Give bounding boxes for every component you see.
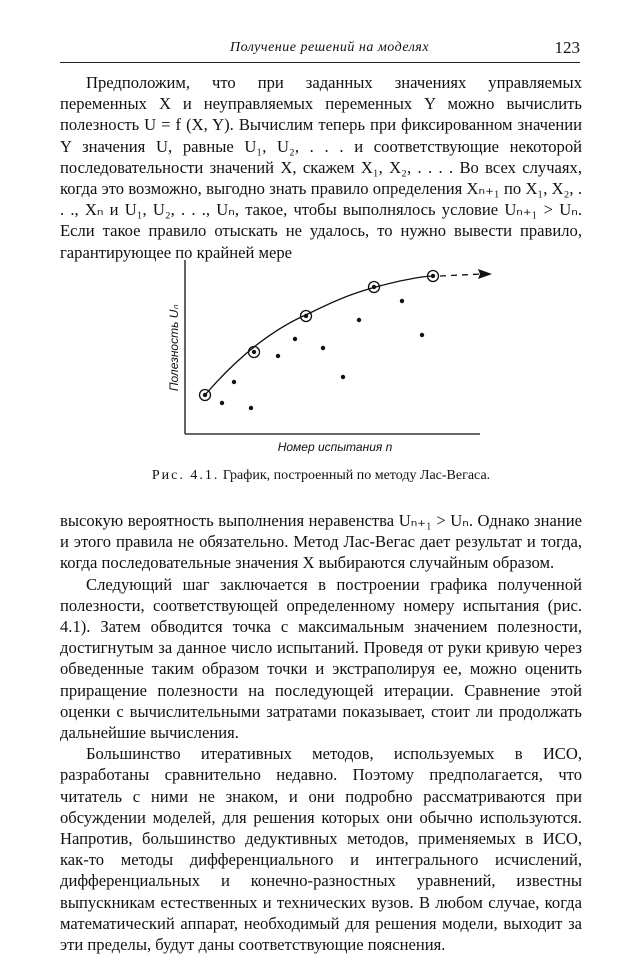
data-point [357,318,361,322]
caption-text: График, построенный по методу Лас-Вегаса. [222,468,491,483]
x-axis-label: Номер испытания n [277,440,393,454]
data-point [321,346,325,350]
arrow-head-icon [478,269,492,279]
paragraph-3: Следующий шаг заключается в построении графика полученной полезности, соответствующей определенному номеру испытания (рис. 4.1). Затем обводится точка с максимальным значением полезности, достигнутым за данное число испытаний. Проведя от руки кривую через обведенные таким образом точки и экстраполируя ее, можно оценить приращение полезности на последующей итерации. Сравнение этой оценки с вычислительными затратами показывает, стоит ли продолжать дальнейшие вычисления. [60,574,582,743]
running-title: Получение решений на моделях [230,40,430,55]
paragraph-4: Большинство итеративных методов, используемых в ИСО, разработаны сравнительно недавно. Поэтому предполагается, что читатель с ними не знаком, и они подробно рассматриваются при обсуждении моделей, для решения которых они обычно используются. Напротив, большинство дедуктивных методов, применяемых в ИСО, как-то методы дифференциального и интегрального исчислений, дифференциальных и конечно-разностных уравнений, известны выпускникам естественных и технических вузов. В любом случае, когда математический аппарат, необходимый для решения модели, выходит за эти пределы, будут даны соответствующие пояснения. [60,744,582,955]
data-point [249,406,253,410]
fitted-curve [205,276,435,395]
data-point [400,299,404,303]
figure-caption [60,468,582,484]
y-axis-label: Полезность Uₙ [167,304,181,392]
data-point [372,285,376,289]
data-point [431,274,435,278]
las-vegas-plot [160,250,520,460]
page-number: 123 [554,38,580,57]
data-point [203,393,207,397]
page-header [60,36,580,63]
paragraph-1-block [60,72,582,263]
figure-4-1 [160,250,520,460]
data-point [341,375,345,379]
data-point [420,333,424,337]
paragraph-2: высокую вероятность выполнения неравенства Uₙ₊₁ > Uₙ. Однако знание и этого правила не обязательно. Метод Лас-Вегас дает результат и тогда, когда последовательные значения X выбираются случайным образом. [60,511,582,573]
data-point [220,401,224,405]
paragraph-1: Предположим, что при заданных значениях управляемых переменных X и неуправляемых переменных Y можно вычислить полезность U = f (X, Y). Вычислим теперь при фиксированном значении Y значения U, равные U₁, U₂, . . . и соответствующие некоторой последовательности значений X, скажем X₁, X₂, . . . . Во всех случаях, когда это возможно, выгодно знать правило определения Xₙ₊₁ по X₁, X₂, . . ., Xₙ и U₁, U₂, . . ., Uₙ, такое, чтобы выполнялось условие Uₙ₊₁ > Uₙ. Если такое правило отыскать не удалось, то нужно вывести правило, гарантирующее по крайней мере [60,73,582,262]
extrapolation-dashes [440,274,482,276]
caption-label: Рис. 4.1. [151,468,220,483]
data-point [304,314,308,318]
data-point [252,350,256,354]
trial-points [203,274,435,410]
data-point [276,354,280,358]
data-point [232,380,236,384]
text-block-2 [60,510,582,955]
data-point [293,337,297,341]
